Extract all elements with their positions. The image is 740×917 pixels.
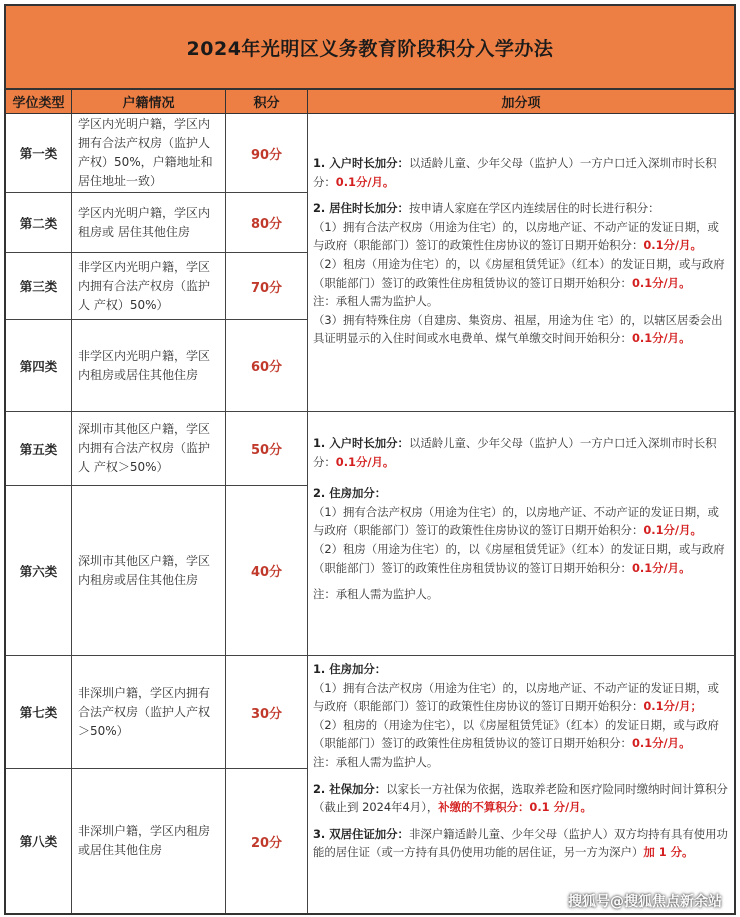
- bonus-block-non-shenzhen: [308, 656, 734, 913]
- header-points: 积分: [226, 90, 308, 114]
- bonus-item-housing: 2. 住房加分：: [313, 486, 387, 501]
- title-bar: [6, 6, 734, 90]
- bonus-note: 注：承租人需为监护人。: [313, 754, 439, 769]
- table-row-points: 30分: [226, 656, 308, 769]
- bonus-block-other-district: [308, 412, 734, 656]
- bonus-item-residency: 1. 入户时长加分：以适龄儿童、少年父母（监护人）一方户口迁入深圳市时长积分：0.1分/月。: [313, 156, 717, 189]
- bonus-item-social-security: 2. 社保加分：以家长一方社保为依据，选取养老险和医疗险同时缴纳时间计算积分（截止到 2024年4月），补缴的不算积分：0.1 分/月。: [313, 781, 728, 815]
- bonus-sub-owned-house: （1）拥有合法产权房（用途为住宅）的，以房地产证、不动产证的发证日期，或与政府（职能部门）签订的政策性住房协议的签订日期开始积分：0.1分/月；: [313, 680, 719, 714]
- table-row-points: 80分: [226, 193, 308, 253]
- bonus-sub-owned-house: （1）拥有合法产权房（用途为住宅）的，以房地产证、不动产证的发证日期，或与政府（职能部门）签订的政策性住房协议的签订日期开始积分：0.1分/月。: [313, 504, 719, 538]
- table-row-points: 90分: [226, 114, 308, 193]
- table-row-household: 非学区内光明户籍，学区内租房或居住其他住房: [72, 320, 226, 412]
- bonus-item-residence-permit: 3. 双居住证加分：非深户籍适龄儿童、少年父母（监护人）双方均持有具有使用功能的居住证（或一方持有具仍使用功能的居住证，另一方为深户）加 1 分。: [313, 826, 728, 860]
- table-row-household: 学区内光明户籍，学区内租房或 居住其他住房: [72, 193, 226, 253]
- bonus-item-housing: 1. 住房加分：: [313, 662, 387, 676]
- table-row-points: 70分: [226, 253, 308, 320]
- table-row-points: 60分: [226, 320, 308, 412]
- bonus-sub-owned-house: （1）拥有合法产权房（用途为住宅）的，以房地产证、不动产证的发证日期，或与政府（职能部门）签订的政策性住房协议的签订日期开始积分：0.1分/月。: [313, 219, 719, 253]
- table-row-household: 深圳市其他区户籍，学区内租房或居住其他住房: [72, 486, 226, 656]
- table-row-household: 非深圳户籍，学区内租房或居住其他住房: [72, 769, 226, 913]
- header-bonus: 加分项: [308, 90, 734, 114]
- table-row-type: 第三类: [6, 253, 72, 320]
- bonus-sub-rented-house: （2）租房（用途为住宅）的，以《房屋租赁凭证》（红本）的发证日期，或与政府（职能部门）签订的政策性住房租赁协议的签订日期开始积分：0.1分/月。: [313, 541, 725, 575]
- table-row-type: 第二类: [6, 193, 72, 253]
- table-row-type: 第四类: [6, 320, 72, 412]
- table-row-household: 非学区内光明户籍，学区内拥有合法产权房（监护人 产权）50%）: [72, 253, 226, 320]
- table-row-household: 深圳市其他区户籍，学区内拥有合法产权房（监护人 产权＞50%）: [72, 412, 226, 486]
- bonus-item-residency: 1. 入户时长加分：以适龄儿童、少年父母（监护人）一方户口迁入深圳市时长积分：0.1分/月。: [313, 436, 717, 469]
- bonus-sub-rented-house: （2）租房（用途为住宅）的，以《房屋租赁凭证》（红本）的发证日期，或与政府（职能部门）签订的政策性住房租赁协议的签订日期开始积分：0.1分/月。: [313, 256, 725, 290]
- bonus-sub-rented-house: （2）租房的（用途为住宅），以《房屋租赁凭证》（红本）的发证日期，或与政府（职能部门）签订的政策性住房租赁协议的签订日期开始积分：0.1分/月。: [313, 717, 719, 751]
- header-household: 户籍情况: [72, 90, 226, 114]
- table-row-points: 40分: [226, 486, 308, 656]
- bonus-sub-special-house: （3）拥有特殊住房（自建房、集资房、祖屋，用途为住 宅）的，以辖区居委会出具证明显示的入住时间或水电费单、煤气单缴交时间开始积分：0.1分/月。: [313, 312, 723, 346]
- watermark: 搜狐号@搜狐焦点新余站: [568, 894, 722, 910]
- table-row-type: 第八类: [6, 769, 72, 913]
- table-row-type: 第七类: [6, 656, 72, 769]
- table-row-type: 第六类: [6, 486, 72, 656]
- bonus-note: 注：承租人需为监护人。: [313, 587, 439, 602]
- bonus-item-living-duration: 2. 居住时长加分：按申请人家庭在学区内连续居住的时长进行积分：: [313, 201, 660, 216]
- table-row-points: 50分: [226, 412, 308, 486]
- bonus-note: 注：承租人需为监护人。: [313, 294, 439, 309]
- table-row-points: 20分: [226, 769, 308, 913]
- admission-points-table: [4, 4, 736, 915]
- table-row-household: 学区内光明户籍，学区内拥有合法产权房（监护人产权）50%，户籍地址和居住地址一致）: [72, 114, 226, 193]
- table-row-type: 第一类: [6, 114, 72, 193]
- bonus-block-local: [308, 114, 734, 412]
- table-title: 2024年光明区义务教育阶段积分入学办法: [186, 37, 554, 60]
- header-type: 学位类型: [6, 90, 72, 114]
- table-row-type: 第五类: [6, 412, 72, 486]
- table-row-household: 非深圳户籍，学区内拥有合法产权房（监护人产权＞50%）: [72, 656, 226, 769]
